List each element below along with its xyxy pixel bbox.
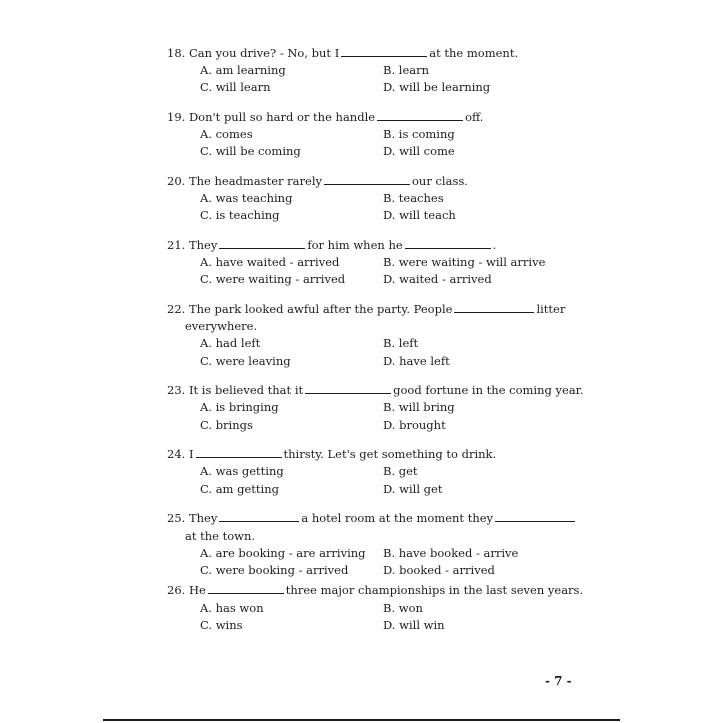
option-a[interactable]: A. has won <box>200 601 264 615</box>
option-d[interactable]: D. waited - arrived <box>383 272 492 286</box>
option-a[interactable]: A. am learning <box>200 63 286 77</box>
answer-blank <box>341 46 427 57</box>
option-d[interactable]: D. will come <box>383 144 455 158</box>
option-b[interactable]: B. left <box>383 336 419 350</box>
answer-blank <box>324 174 410 185</box>
option-a[interactable]: A. had left <box>200 336 261 350</box>
option-d[interactable]: D. will be learning <box>383 80 491 94</box>
option-a[interactable]: A. was getting <box>200 464 284 478</box>
answer-blank <box>405 238 491 249</box>
question-number: 23. <box>167 383 186 397</box>
option-a[interactable]: A. are booking - are arriving <box>200 546 366 560</box>
option-b[interactable]: B. have booked - arrive <box>383 546 519 560</box>
question-continuation: everywhere. <box>185 319 258 333</box>
option-b[interactable]: B. learn <box>383 63 430 77</box>
option-d[interactable]: D. will get <box>383 482 443 496</box>
option-b[interactable]: B. were waiting - will arrive <box>383 255 546 269</box>
option-a[interactable]: A. is bringing <box>200 400 279 414</box>
option-b[interactable]: B. get <box>383 464 418 478</box>
question-stem: 26. He three major championships in the last seven years. <box>167 583 584 597</box>
answer-blank <box>454 302 534 313</box>
question-number: 19. <box>167 110 186 124</box>
option-a[interactable]: A. have waited - arrived <box>200 255 340 269</box>
option-d[interactable]: D. will teach <box>383 208 456 222</box>
option-c[interactable]: C. were booking - arrived <box>200 563 349 577</box>
question-stem: 21. They for him when he . <box>167 238 497 252</box>
option-a[interactable]: A. was teaching <box>200 191 293 205</box>
question-stem: 22. The park looked awful after the party. People litter <box>167 302 566 316</box>
option-c[interactable]: C. will learn <box>200 80 271 94</box>
option-b[interactable]: B. is coming <box>383 127 455 141</box>
question-number: 21. <box>167 238 186 252</box>
question-number: 22. <box>167 302 186 316</box>
question-number: 25. <box>167 511 186 525</box>
question-stem: 25. They a hotel room at the moment they <box>167 510 577 527</box>
option-d[interactable]: D. will win <box>383 618 445 632</box>
answer-blank <box>196 447 282 458</box>
option-b[interactable]: B. will bring <box>383 400 455 414</box>
option-b[interactable]: B. teaches <box>383 191 444 205</box>
option-c[interactable]: C. is teaching <box>200 208 280 222</box>
question-number: 18. <box>167 46 186 60</box>
question-stem: 23. It is believed that it good fortune in the coming year. <box>167 383 584 397</box>
option-d[interactable]: D. have left <box>383 354 450 368</box>
option-c[interactable]: C. were leaving <box>200 354 291 368</box>
option-c[interactable]: C. will be coming <box>200 144 301 158</box>
answer-blank <box>305 383 391 394</box>
question-stem: 24. I thirsty. Let's get something to drink. <box>167 447 497 461</box>
bottom-divider <box>103 719 620 721</box>
question-number: 26. <box>167 583 186 597</box>
option-a[interactable]: A. comes <box>200 127 253 141</box>
answer-blank <box>219 511 299 522</box>
option-b[interactable]: B. won <box>383 601 423 615</box>
option-c[interactable]: C. wins <box>200 618 243 632</box>
option-c[interactable]: C. brings <box>200 418 253 432</box>
question-stem: 18. Can you drive? - No, but I at the moment. <box>167 46 519 60</box>
answer-blank <box>208 583 284 594</box>
answer-blank <box>219 238 305 249</box>
option-d[interactable]: D. booked - arrived <box>383 563 495 577</box>
question-stem: 20. The headmaster rarely our class. <box>167 174 468 188</box>
answer-blank <box>495 511 575 522</box>
question-number: 20. <box>167 174 186 188</box>
question-continuation: at the town. <box>185 529 256 543</box>
question-stem: 19. Don't pull so hard or the handle off. <box>167 110 484 124</box>
answer-blank <box>377 110 463 121</box>
option-c[interactable]: C. am getting <box>200 482 279 496</box>
option-d[interactable]: D. brought <box>383 418 446 432</box>
option-c[interactable]: C. were waiting - arrived <box>200 272 346 286</box>
question-number: 24. <box>167 447 186 461</box>
page-number: - 7 - <box>545 674 572 688</box>
